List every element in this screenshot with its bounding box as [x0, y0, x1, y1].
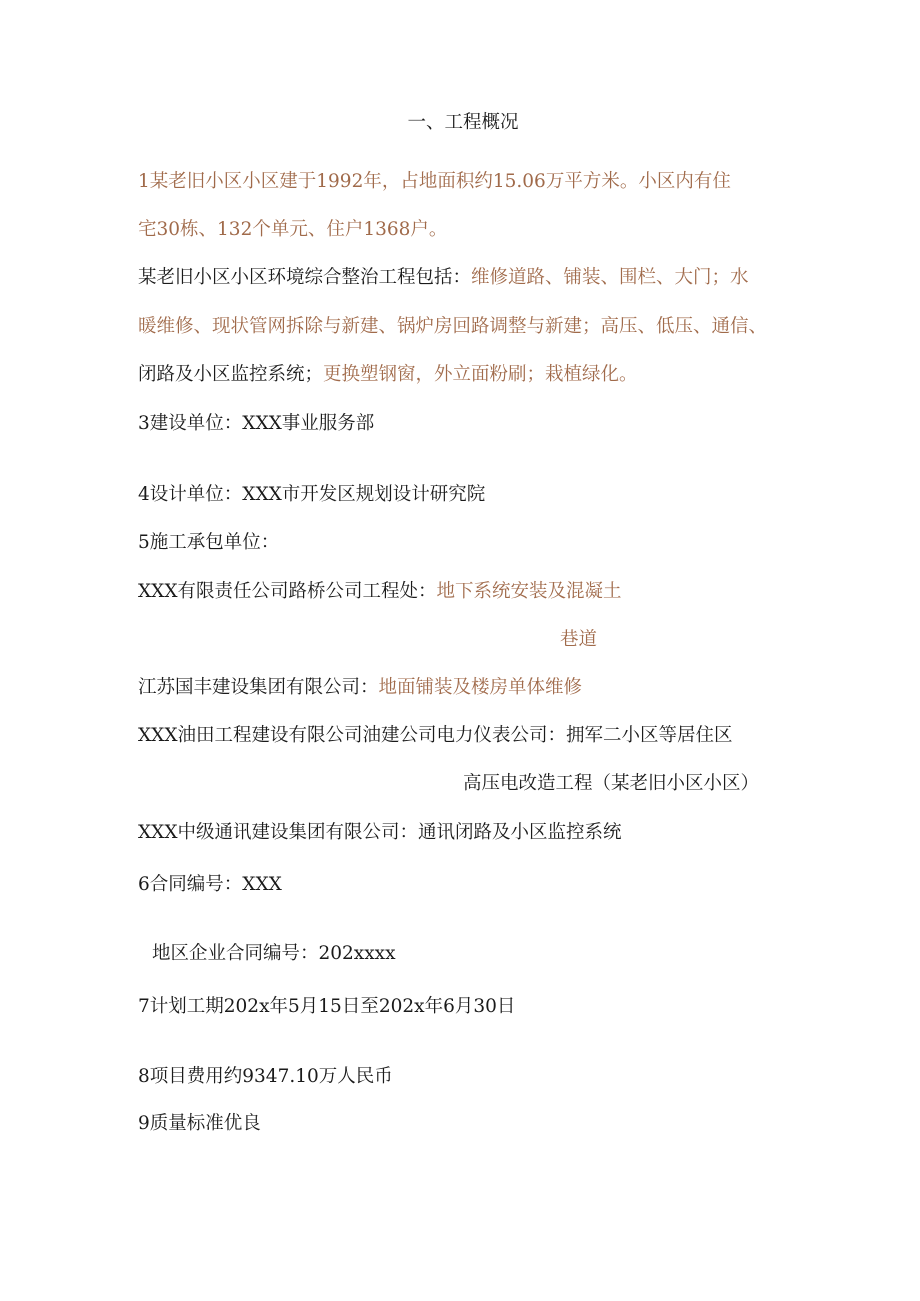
contractor3-line1: XXX油田工程建设有限公司油建公司电力仪表公司：拥军二小区等居住区	[138, 725, 733, 746]
scope-line3-rest: 更换塑钢窗，外立面粉刷；栽植绿化。	[323, 364, 638, 385]
item7-schedule: 7计划工期202x年5月15日至202x年6月30日	[138, 996, 516, 1017]
item6-local-contract-number: 地区企业合同编号：202xxxx	[152, 943, 396, 964]
contractor1	[138, 580, 622, 604]
item9-quality: 9质量标准优良	[138, 1113, 261, 1134]
item4-designer: 4设计单位：XXX市开发区规划设计研究院	[138, 484, 486, 505]
item8-cost: 8项目费用约9347.10万人民币	[138, 1066, 393, 1087]
contractor1-scope-cont: 巷道	[560, 629, 598, 650]
contractor1-scope: 地下系统安装及混凝土	[436, 581, 622, 602]
contractor4: XXX中级通讯建设集团有限公司：通讯闭路及小区监控系统	[138, 822, 622, 843]
section-title: 一、工程概况	[407, 112, 519, 133]
contractor2-name: 江苏国丰建设集团有限公司：	[138, 677, 379, 698]
contractor2	[138, 676, 582, 700]
contractor1-name: XXX有限责任公司路桥公司工程处：	[138, 581, 437, 602]
scope-line3	[138, 363, 638, 387]
contractor3-line2: 高压电改造工程（某老旧小区小区）	[463, 773, 760, 794]
scope-line1-rest: 维修道路、铺装、围栏、大门；水	[471, 267, 749, 288]
item3-builder: 3建设单位：XXX事业服务部	[138, 413, 375, 434]
scope-line3-prefix: 闭路及小区监控系统；	[138, 364, 324, 385]
scope-line2: 暖维修、现状管网拆除与新建、锅炉房回路调整与新建；高压、低压、通信、	[138, 316, 768, 337]
item1-line1: 1某老旧小区小区建于1992年，占地面积约15.06万平方米。小区内有住	[138, 171, 731, 192]
scope-line1-prefix: 某老旧小区小区环境综合整治工程包括：	[138, 267, 472, 288]
contractor2-scope: 地面铺装及楼房单体维修	[378, 677, 583, 698]
scope-line1	[138, 266, 749, 290]
item5-contractors: 5施工承包单位：	[138, 532, 280, 553]
item1-line2: 宅30栋、132个单元、住户1368户。	[138, 219, 448, 240]
item6-contract-number: 6合同编号：XXX	[138, 874, 282, 895]
